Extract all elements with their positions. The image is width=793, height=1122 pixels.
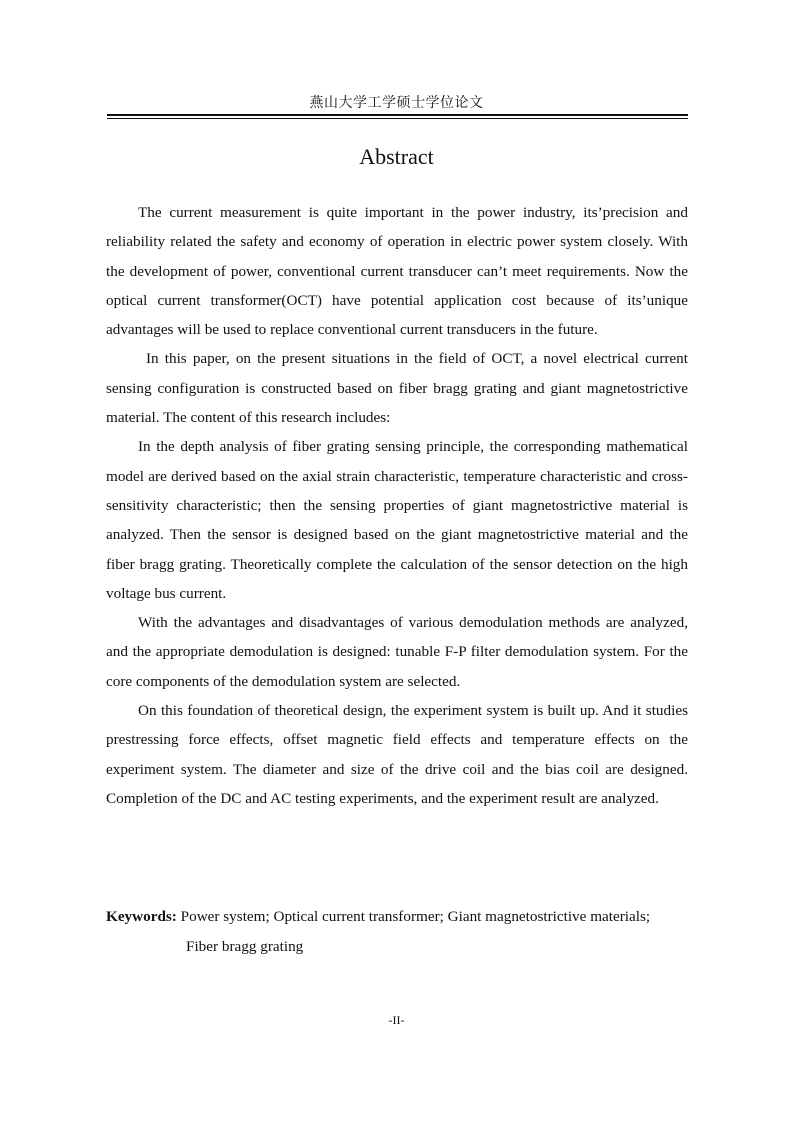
paragraph-4: With the advantages and disadvantages of various demodulation methods are analyzed, and the appropriate demodulation is designed: tunable F-P filter demodulation system. For the core components of the demodulation system are selected. [106, 614, 688, 690]
keywords-line-2: Fiber bragg grating [186, 938, 304, 955]
abstract-body [106, 198, 688, 813]
paragraph-1: The current measurement is quite important in the power industry, its’precision and reliability related the safety and economy of operation in electric power system closely. With the development of power, conventional current transducer can’t meet requirements. Now the optical current transformer(OCT) have potential application cost because of its’unique advantages will be used to replace conventional current transducers in the future. [106, 204, 688, 339]
paragraph-5: On this foundation of theoretical design, the experiment system is built up. And it studies prestressing force effects, offset magnetic field effects and temperature effects on the experiment system. The diameter and size of the drive coil and the bias coil are designed. Completion of the DC and AC testing experiments, and the experiment result are analyzed. [106, 702, 688, 807]
keywords-label: Keywords: [106, 908, 177, 925]
keywords-text-1: Power system; Optical current transformer; Giant magnetostrictive materials; [180, 908, 651, 925]
running-header: 燕山大学工学硕士学位论文 [309, 96, 484, 111]
header-rule-thick [107, 114, 688, 116]
paragraph-3: In the depth analysis of fiber grating sensing principle, the corresponding mathematical model are derived based on the axial strain characteristic, temperature characteristic and cross-sensitivity characteristic; then the sensing properties of giant magnetostrictive material is analyzed. Then the sensor is designed based on the giant magnetostrictive material and the fiber bragg grating. Theoretically complete the calculation of the sensor detection on the high voltage bus current. [106, 438, 688, 602]
keywords-line-1 [106, 902, 688, 932]
page-number: -II- [388, 1013, 405, 1027]
abstract-title: Abstract [359, 144, 434, 169]
paragraph-2: In this paper, on the present situations in the field of OCT, a novel electrical current sensing configuration is constructed based on fiber bragg grating and giant magnetostrictive material. The content of this research includes: [106, 350, 688, 427]
header-rule-thin [107, 118, 688, 119]
keywords-section [106, 902, 688, 962]
